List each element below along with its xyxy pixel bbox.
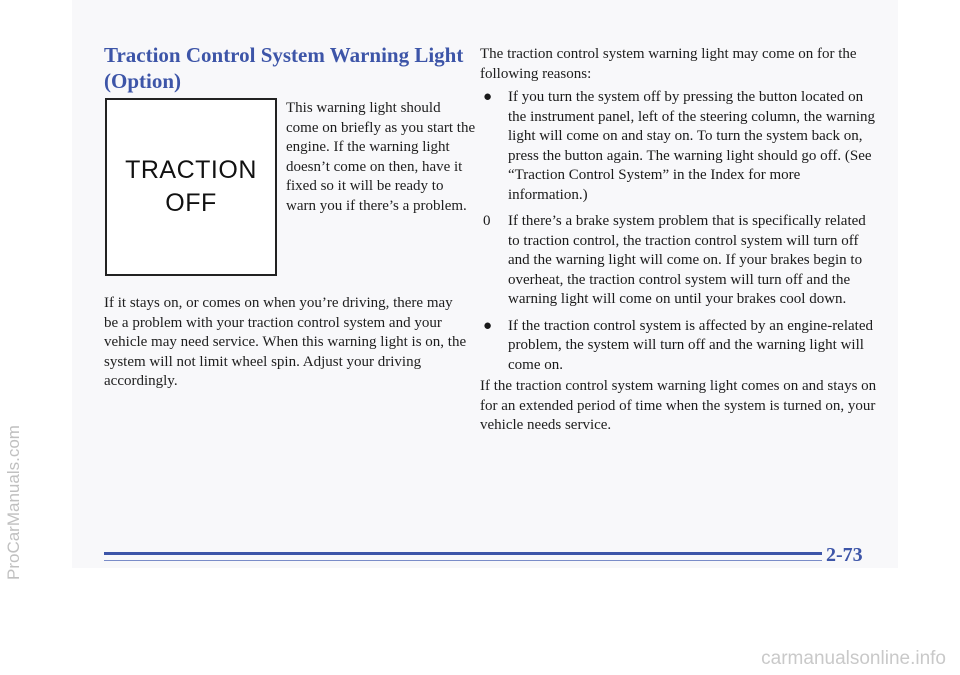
traction-off-warning-light-illustration <box>105 98 277 276</box>
footer-rule-thin <box>104 560 822 561</box>
bullet-icon: 0 <box>483 213 491 229</box>
section-title: Traction Control System Warning Light (Option) <box>104 43 464 93</box>
bottom-watermark: carmanualsonline.info <box>761 648 946 669</box>
closing-paragraph: If the traction control system warning light comes on and stays on for an extended period of time when the system is turned on, your vehicle needs service. <box>480 378 877 433</box>
bullet-icon: ● <box>483 89 493 105</box>
reasons-intro-paragraph: The traction control system warning light may come on for the following reasons: <box>480 46 857 82</box>
page-number: 2-73 <box>826 544 863 566</box>
warning-light-line2: OFF <box>165 189 217 217</box>
side-watermark-text: ProCarManuals.com <box>4 425 23 580</box>
warning-light-line1: TRACTION <box>125 156 257 184</box>
list-item <box>480 88 880 205</box>
list-item <box>480 317 880 376</box>
side-watermark <box>2 190 26 580</box>
list-item-text: If there’s a brake system problem that is specifically related to traction control, the traction control system will turn off and the warning light will come on. If your brakes begin to overheat, the traction control system will turn off and the warning light will come on until your brakes cool down. <box>508 213 866 307</box>
list-item-text: If the traction control system is affected by an engine-related problem, the system will turn off and the warning light will come on. <box>508 317 873 373</box>
list-item-text: If you turn the system off by pressing the button located on the instrument panel, left of the steering column, the warning light will come on and stay on. To turn the system back on, press the button again. The warning light should go off. (See “Traction Control System” in the Index for more information.) <box>508 89 875 203</box>
list-item <box>480 212 880 310</box>
reasons-list <box>480 88 880 382</box>
intro-paragraph: This warning light should come on briefly as you start the engine. If the warning light doesn’t come on then, have it fixed so it will be ready to warn you if there’s a problem. <box>286 100 476 214</box>
footer-rule <box>104 552 822 555</box>
stays-on-paragraph: If it stays on, or comes on when you’re driving, there may be a problem with your traction control system and your vehicle may need service. When this warning light is on, the system will not limit wheel spin. Adjust your driving accordingly. <box>104 295 467 389</box>
bullet-icon: ● <box>483 317 493 334</box>
